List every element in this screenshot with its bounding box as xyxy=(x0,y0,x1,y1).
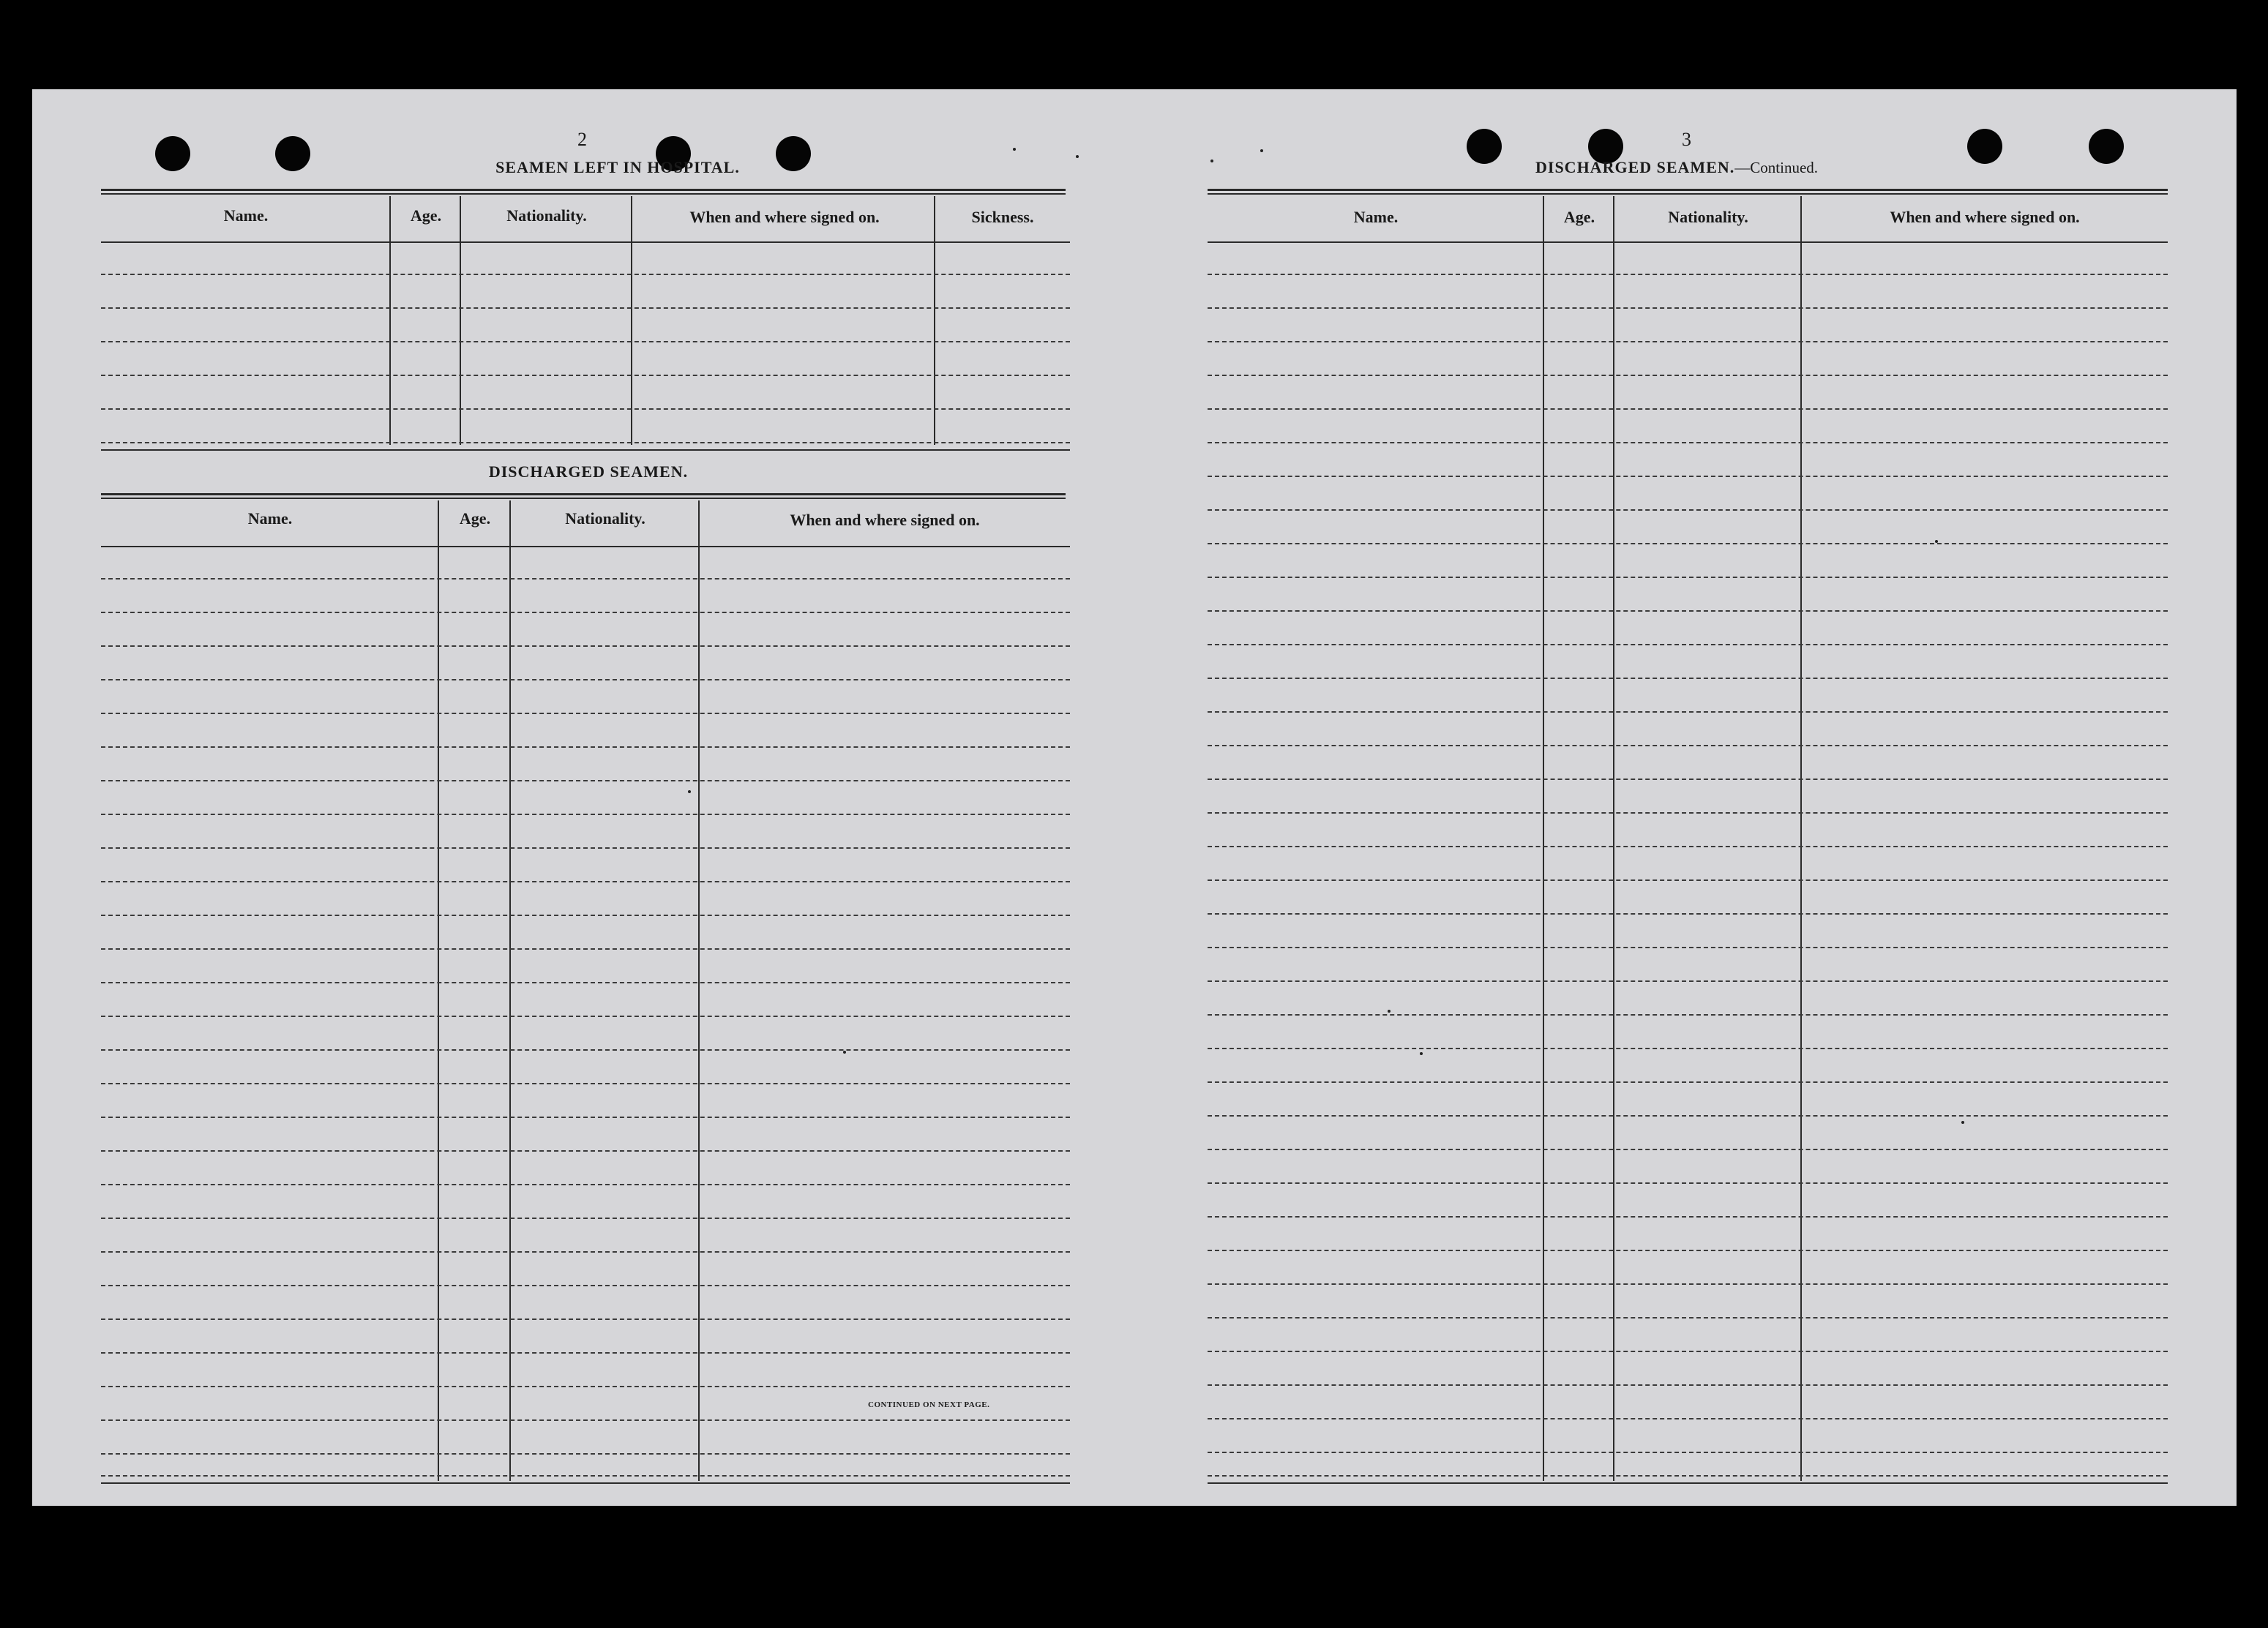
entry-line xyxy=(1208,1418,2168,1419)
entry-line xyxy=(1208,408,2168,410)
column-divider xyxy=(698,500,700,1481)
entry-line xyxy=(1208,947,2168,948)
entry-line xyxy=(101,1184,1070,1185)
entry-line xyxy=(1208,879,2168,881)
entry-line xyxy=(101,915,1070,916)
entry-line xyxy=(101,578,1070,579)
entry-line xyxy=(101,612,1070,613)
column-divider xyxy=(631,196,632,445)
entry-line xyxy=(101,442,1070,443)
rule xyxy=(101,498,1066,499)
column-header-age: Age. xyxy=(459,509,491,528)
entry-line xyxy=(101,948,1070,950)
entry-line xyxy=(1208,711,2168,713)
punch-hole xyxy=(155,136,190,171)
entry-line xyxy=(1208,1182,2168,1184)
entry-line xyxy=(101,713,1070,714)
punch-hole xyxy=(2089,129,2124,164)
rule xyxy=(101,189,1066,191)
column-header-nationality: Nationality. xyxy=(1668,208,1748,226)
entry-line xyxy=(1208,442,2168,443)
column-header-signed-on: When and where signed on. xyxy=(689,208,880,226)
entry-line xyxy=(101,1083,1070,1084)
entry-line xyxy=(1208,1317,2168,1318)
entry-line xyxy=(1208,980,2168,982)
column-header-sickness: Sickness. xyxy=(971,208,1034,226)
punch-hole xyxy=(275,136,310,171)
entry-line xyxy=(1208,1048,2168,1049)
entry-line xyxy=(101,1285,1070,1286)
entry-line xyxy=(1208,543,2168,544)
section-title-hospital: SEAMEN LEFT IN HOSPITAL. xyxy=(495,158,740,176)
column-divider xyxy=(1800,196,1802,1481)
document-sheet xyxy=(32,89,2237,1506)
entry-line xyxy=(1208,1475,2168,1477)
scan-speck xyxy=(843,1051,846,1054)
rule xyxy=(101,493,1066,495)
entry-line xyxy=(1208,1014,2168,1016)
entry-line xyxy=(101,1419,1070,1421)
section-title-discharged-continued xyxy=(1535,158,1818,177)
entry-line xyxy=(101,1016,1070,1017)
column-divider xyxy=(1613,196,1614,1481)
scan-speck xyxy=(1013,148,1016,151)
column-header-age: Age. xyxy=(1563,208,1595,226)
column-divider xyxy=(389,196,391,445)
rule xyxy=(1208,1482,2168,1484)
entry-line xyxy=(1208,1081,2168,1083)
entry-line xyxy=(101,1352,1070,1354)
entry-line xyxy=(101,645,1070,647)
column-divider xyxy=(934,196,935,445)
entry-line xyxy=(101,982,1070,983)
scan-speck xyxy=(1260,149,1263,152)
entry-line xyxy=(1208,779,2168,780)
entry-line xyxy=(101,1386,1070,1387)
column-header-nationality: Nationality. xyxy=(506,206,587,225)
column-divider xyxy=(460,196,461,445)
title-suffix: —Continued. xyxy=(1734,159,1819,176)
continued-note: CONTINUED ON NEXT PAGE. xyxy=(868,1400,990,1409)
scan-speck xyxy=(1210,160,1213,162)
entry-line xyxy=(1208,610,2168,612)
entry-line xyxy=(1208,274,2168,275)
entry-line xyxy=(1208,1384,2168,1386)
column-divider xyxy=(438,500,439,1481)
entry-line xyxy=(101,1453,1070,1455)
entry-line xyxy=(1208,1283,2168,1285)
entry-line xyxy=(101,847,1070,849)
entry-line xyxy=(101,1251,1070,1253)
column-header-signed-on: When and where signed on. xyxy=(790,511,980,529)
entry-line xyxy=(101,1049,1070,1051)
column-header-signed-on: When and where signed on. xyxy=(1890,208,2080,226)
entry-line xyxy=(1208,375,2168,376)
entry-line xyxy=(101,881,1070,882)
column-divider xyxy=(509,500,511,1481)
column-header-name: Name. xyxy=(247,509,293,528)
rule xyxy=(101,1482,1070,1484)
column-header-nationality: Nationality. xyxy=(565,509,645,528)
entry-line xyxy=(1208,1250,2168,1251)
entry-line xyxy=(1208,1452,2168,1453)
entry-line xyxy=(1208,509,2168,511)
entry-line xyxy=(101,1117,1070,1118)
entry-line xyxy=(1208,577,2168,578)
column-divider xyxy=(1543,196,1544,1481)
entry-line xyxy=(101,1150,1070,1152)
entry-line xyxy=(1208,913,2168,915)
column-header-age: Age. xyxy=(410,206,442,225)
section-title-discharged: DISCHARGED SEAMEN. xyxy=(488,462,689,481)
entry-line xyxy=(101,274,1070,275)
entry-line xyxy=(101,679,1070,680)
page-number: 3 xyxy=(1682,129,1691,150)
entry-line xyxy=(1208,1115,2168,1117)
entry-line xyxy=(1208,476,2168,477)
punch-hole xyxy=(1467,129,1502,164)
title-text: DISCHARGED SEAMEN. xyxy=(1535,158,1735,176)
rule xyxy=(101,546,1070,547)
scan-speck xyxy=(1388,1010,1391,1013)
scan-speck xyxy=(1961,1121,1964,1124)
column-header-name: Name. xyxy=(1353,208,1399,226)
entry-line xyxy=(101,307,1070,309)
entry-line xyxy=(101,780,1070,781)
entry-line xyxy=(1208,1216,2168,1218)
entry-line xyxy=(101,375,1070,376)
entry-line xyxy=(1208,1149,2168,1150)
entry-line xyxy=(1208,846,2168,847)
entry-line xyxy=(101,746,1070,748)
entry-line xyxy=(101,341,1070,342)
rule xyxy=(1208,193,2168,195)
page-number: 2 xyxy=(577,129,587,150)
entry-line xyxy=(101,408,1070,410)
entry-line xyxy=(101,1475,1070,1477)
entry-line xyxy=(1208,341,2168,342)
rule xyxy=(1208,189,2168,191)
column-header-name: Name. xyxy=(223,206,269,225)
rule xyxy=(1208,241,2168,243)
rule xyxy=(101,241,1070,243)
entry-line xyxy=(101,814,1070,815)
entry-line xyxy=(1208,678,2168,679)
entry-line xyxy=(1208,1351,2168,1352)
entry-line xyxy=(1208,745,2168,746)
entry-line xyxy=(1208,812,2168,814)
rule xyxy=(101,449,1070,451)
entry-line xyxy=(1208,644,2168,645)
scan-speck xyxy=(1420,1052,1423,1055)
scan-speck xyxy=(688,790,691,793)
entry-line xyxy=(1208,307,2168,309)
entry-line xyxy=(101,1218,1070,1219)
punch-hole xyxy=(1967,129,2002,164)
scan-speck xyxy=(1076,155,1079,158)
rule xyxy=(101,193,1066,195)
entry-line xyxy=(101,1318,1070,1320)
